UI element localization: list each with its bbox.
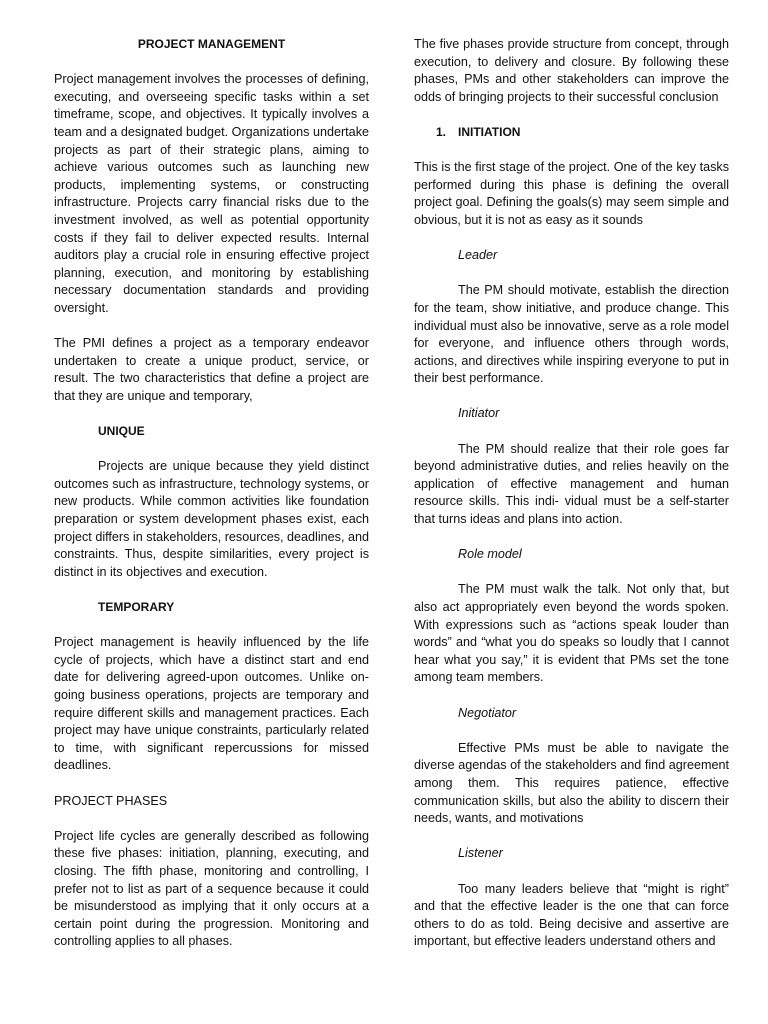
left-column	[54, 36, 369, 968]
initiation-heading-text: INITIATION	[458, 124, 521, 139]
temporary-paragraph: Project management is heavily influenced by the life cycle of projects, which have a distinct start and end date for delivering agreed-upon outcomes. Unlike on-going business operations, projects are temporary and require different skills and management practices. Each project may have unique constraints, particularly related to time, with significant repercussions for missed deadlines.	[54, 635, 369, 773]
listener-heading: Listener	[458, 846, 503, 861]
unique-heading: UNIQUE	[98, 424, 145, 439]
initiator-paragraph: The PM should realize that their role goes far beyond administrative duties, and relies heavily on the application of effective management and human resource skills. This indi- vidual must be a self-starter that turns ideas and plans into action.	[414, 441, 729, 527]
unique-paragraph: Projects are unique because they yield distinct outcomes such as infrastructure, technology systems, or new products. While common activities like foundation preparation or system development phases exist, each project differs in stakeholders, resources, deadlines, and constraints. Thus, despite similarities, every project is distinct in its objectives and execution.	[54, 459, 369, 579]
leader-heading: Leader	[458, 248, 498, 263]
initiation-paragraph: This is the first stage of the project. One of the key tasks performed during this phase is defining the overall project goal. Defining the goals(s) may seem simple and obvious, but it is not as easy as it sounds	[414, 160, 729, 227]
intro-paragraph: Project management involves the processes of defining, executing, and overseeing specific tasks within a set timeframe, scope, and objectives. It typically involves a team and a designated budget. Organizations undertake projects as part of their strategic plans, aiming to achieve various outcomes such as launching new products, implementing systems, or constructing infrastructure. Projects carry financial risks due to the investment involved, as well as potential opportunity costs if they fail to deliver expected results. Internal auditors play a crucial role in ensuring effective project planning, execution, and monitoring by establishing necessary documentation standards and providing oversight.	[54, 72, 369, 315]
role-model-paragraph: The PM must walk the talk. Not only that, but also act appropriately even beyond the words spoken. With expressions such as “actions speak louder than words” and “what you do speaks so loudly that I cannot hear what you say,” it is evident that PMs set the tone among team members.	[414, 582, 729, 685]
role-model-heading: Role model	[458, 547, 522, 562]
project-phases-paragraph: Project life cycles are generally described as following these five phases: initiation, planning, executing, and closing. The fifth phase, monitoring and controlling, I prefer not to list as part of a sequence because it could be misunderstood as implying that it only occurs at a certain point during the progression. Monitoring and controlling applies to all phases.	[54, 828, 369, 949]
initiation-number: 1.	[436, 124, 447, 139]
negotiator-heading: Negotiator	[458, 705, 517, 720]
initiator-heading: Initiator	[458, 406, 500, 421]
document-title: PROJECT MANAGEMENT	[137, 37, 286, 51]
right-column	[414, 36, 729, 968]
project-phases-heading: PROJECT PHASES	[54, 793, 168, 808]
pmi-definition-paragraph: The PMI defines a project as a temporary endeavor undertaken to create a unique product, service, or result. The two characteristics that define a project are that they are unique and temporary,	[54, 336, 369, 403]
leader-paragraph: The PM should motivate, establish the direction for the team, show initiative, and produce change. This individual must also be innovative, serve as a role model for everyone, and influence others through words, actions, and directives while inspiring everyone to put in their best performance.	[414, 283, 730, 386]
negotiator-paragraph: Effective PMs must be able to navigate the diverse agendas of the stakeholders and find agreement among them. This requires patience, effective communication skills, but also the ability to discern their needs, wants, and motivations	[414, 740, 729, 826]
phases-intro-paragraph: The five phases provide structure from concept, through execution, to delivery and closure. By following these phases, PMs and other stakeholders can improve the odds of bringing projects to their successful conclusion	[414, 37, 729, 104]
temporary-heading: TEMPORARY	[98, 600, 175, 614]
listener-paragraph: Too many leaders believe that “might is right” and that the effective leader is the one that can force others to do as told. Being decisive and assertive are important, but effective leaders understand others and	[414, 881, 729, 949]
initiation-heading	[436, 124, 729, 142]
